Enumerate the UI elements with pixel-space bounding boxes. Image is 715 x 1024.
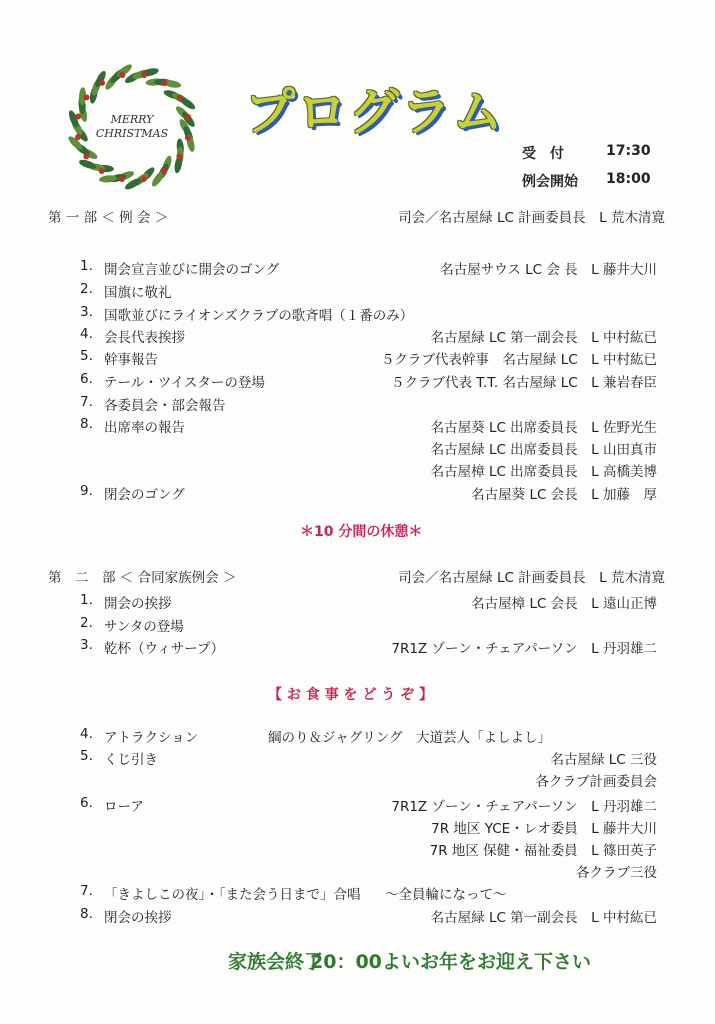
meeting-start-time: 18:00 (606, 171, 651, 187)
item-person: 名古屋緑 LC 出席委員長 L 山田真市 (430, 442, 657, 458)
reception-time: 17:30 (606, 143, 651, 159)
roa-person: 7R 地区 YCE・レオ委員 L 藤井大川 (431, 821, 657, 837)
wreath-text-merry: MERRY (110, 113, 154, 126)
program-item: 国歌並びにライオンズクラブの歌斉唱（１番のみ） (104, 308, 414, 324)
item-roa: ローア (104, 799, 144, 815)
program-item: 閉会のゴング (104, 487, 185, 503)
item-num: 5. (80, 748, 93, 764)
lottery-person: 各クラブ計画委員会 (535, 774, 657, 790)
program-item: 幹事報告 (104, 352, 158, 368)
item-num: 5. (80, 348, 93, 364)
item-num: 1. (80, 592, 93, 608)
item-num: 1. (80, 258, 93, 274)
meal-text: 【 お 食 事 を ど う ぞ 】 (268, 687, 433, 703)
item-num: 8. (80, 906, 93, 922)
closing-person: 名古屋緑 LC 第一副会長 L 中村紘已 (430, 910, 657, 926)
item-person: ５クラブ代表幹事 名古屋緑 LC L 中村紘已 (380, 352, 657, 368)
item-person: 名古屋サウス LC 会 長 L 藤井大川 (440, 262, 657, 278)
item-num: 4. (80, 726, 93, 742)
item-num: 4. (80, 326, 93, 342)
item-person: 名古屋葵 LC 会長 L 加藤 厚 (471, 487, 657, 503)
page-title: プログラム (245, 83, 505, 141)
footer-message: よいお年をお迎え下さい (382, 951, 592, 973)
item-attraction: アトラクション (104, 730, 199, 746)
program-item: 開会宣言並びに開会のゴング (104, 262, 280, 278)
break-text: ＊10 分間の休憩＊ (300, 524, 423, 540)
christmas-wreath-icon (58, 55, 208, 200)
wreath-text-christmas: CHRISTMAS (95, 127, 169, 140)
item-num: 3. (80, 637, 93, 653)
item-num: 2. (80, 281, 93, 297)
part1-chair: 司会／名古屋緑 LC 計画委員長 L 荒木清寛 (398, 210, 665, 226)
footer-time: 20：00 (310, 951, 382, 973)
item-person: 7R1Z ゾーン・チェアパーソン L 丹羽雄二 (391, 641, 657, 657)
roa-person: 7R 地区 保健・福祉委員 L 篠田英子 (429, 843, 657, 859)
item-attraction-detail: 綱のり＆ジャグリング 大道芸人「よしよし」 (268, 730, 551, 746)
lottery-person: 名古屋緑 LC 三役 (550, 752, 657, 768)
program-item: 出席率の報告 (104, 420, 185, 436)
roa-person: 7R1Z ゾーン・チェアパーソン L 丹羽雄二 (391, 799, 657, 815)
item-num: 6. (80, 795, 93, 811)
item-person: 名古屋樟 LC 出席委員長 L 高橋美博 (430, 464, 657, 480)
item-song-detail: ～全員輪になって～ (385, 887, 507, 903)
item-num: 6. (80, 371, 93, 387)
item-person: ５クラブ代表 T.T. 名古屋緑 LC L 兼岩春臣 (390, 375, 657, 391)
item-num: 7. (80, 883, 93, 899)
item-song: 「きよしこの夜」・「また会う日まで」合唱 (104, 887, 361, 903)
program-item: 国旗に敬礼 (104, 285, 172, 301)
footer-text: 家族会終了 (228, 951, 324, 973)
item-num: 9. (80, 483, 93, 499)
item-num: 8. (80, 416, 93, 432)
program-item: テール・ツイスターの登場 (104, 375, 265, 391)
meeting-start-label: 例会開始 (522, 174, 578, 190)
item-lottery: くじ引き (104, 752, 158, 768)
item-person: 名古屋樟 LC 会長 L 遠山正博 (471, 596, 657, 612)
program-item: サンタの登場 (104, 619, 184, 635)
program-item: 開会の挨拶 (104, 596, 172, 612)
item-num: 7. (80, 394, 93, 410)
item-closing: 閉会の挨拶 (104, 910, 172, 926)
reception-label: 受 付 (522, 146, 564, 162)
item-num: 3. (80, 304, 93, 320)
program-item: 各委員会・部会報告 (104, 398, 226, 414)
program-item: 会長代表挨拶 (104, 330, 185, 346)
part1-heading: 第 一 部 ＜ 例 会 ＞ (48, 210, 169, 226)
item-person: 名古屋葵 LC 出席委員長 L 佐野光生 (430, 420, 657, 436)
program-item: 乾杯（ウィサープ） (104, 641, 225, 657)
item-person: 名古屋緑 LC 第一副会長 L 中村紘已 (430, 330, 657, 346)
part2-chair: 司会／名古屋緑 LC 計画委員長 L 荒木清寛 (398, 570, 665, 586)
item-num: 2. (80, 615, 93, 631)
roa-person: 各クラブ三役 (576, 865, 657, 881)
part2-heading: 第 二 部 ＜ 合同家族例会 ＞ (48, 570, 237, 586)
